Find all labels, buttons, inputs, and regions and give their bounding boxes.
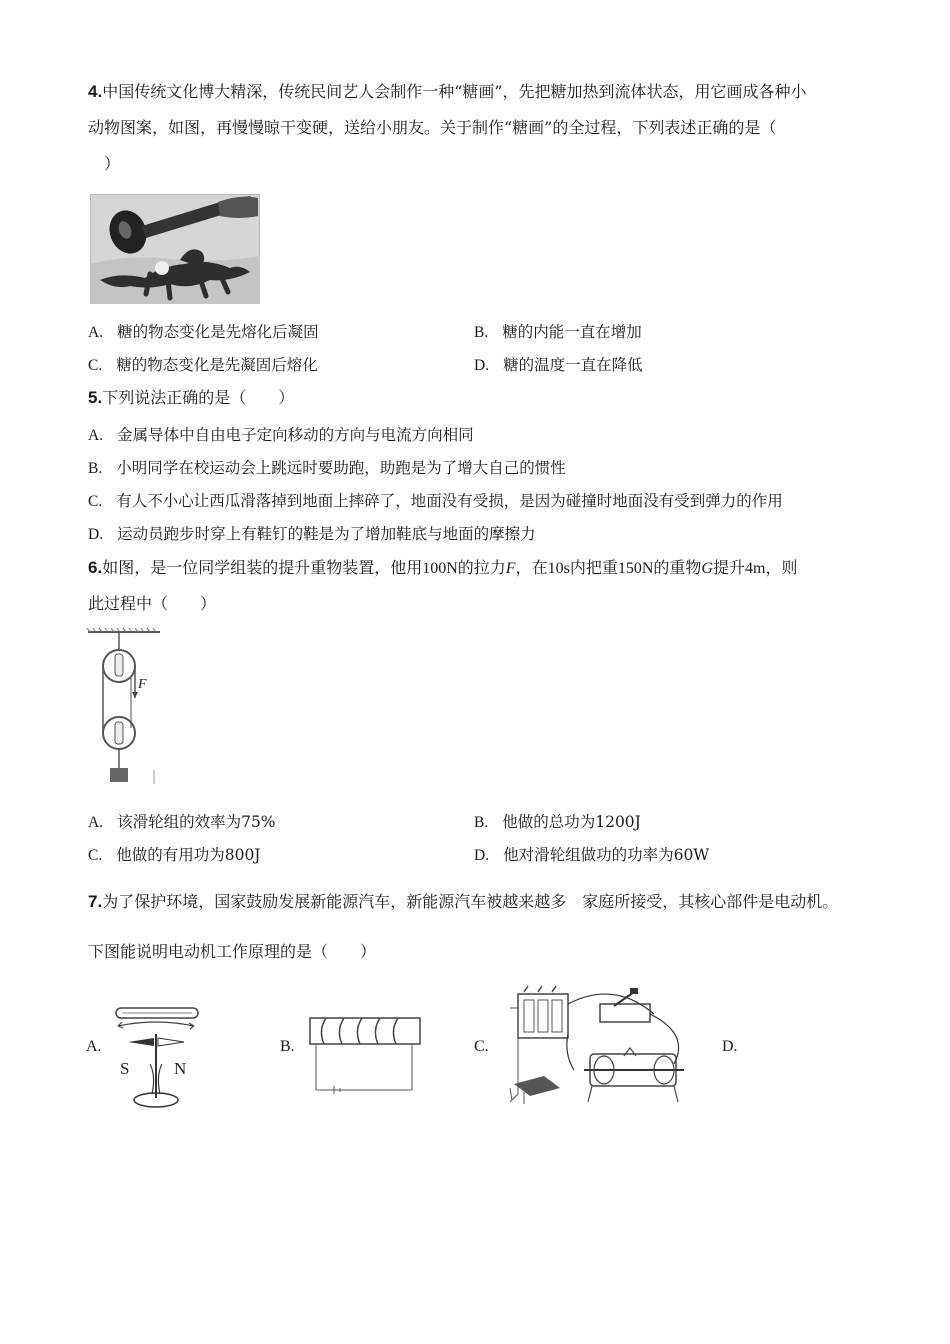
q5-option-a: A. 金属导体中自由电子定向移动的方向与电流方向相同 [88, 426, 474, 444]
q4-line1 [88, 82, 807, 102]
q7-line1: 7.为了保护环境，国家鼓励发展新能源汽车，新能源汽车被越来越多 家庭所接受，其核心部件是电动机。 [88, 892, 839, 911]
q4-number: 4. [88, 82, 103, 101]
q5-stem: 5.下列说法正确的是（ ） [88, 388, 295, 407]
compass-s-label: S [120, 1059, 130, 1078]
solenoid-figure [304, 1014, 426, 1104]
q5-option-b: B. 小明同学在校运动会上跳远时要助跑，助跑是为了增大自己的惯性 [88, 459, 566, 477]
q5-option-d: D. 运动员跑步时穿上有鞋钉的鞋是为了增加鞋底与地面的摩擦力 [88, 525, 536, 543]
q6-option-b: B. 他做的总功为1200J [474, 813, 641, 831]
q7-label-b: B. [280, 1038, 295, 1055]
q7-number: 7. [88, 892, 103, 911]
q5-option-c: C. 有人不小心让西瓜滑落掉到地面上摔碎了，地面没有受损，是因为碰撞时地面没有受到弹力的作用 [88, 492, 783, 510]
q7-line2: 下图能说明电动机工作原理的是（ ） [88, 942, 377, 961]
q7-label-a: A. [86, 1038, 102, 1055]
q4-option-c: C. 糖的物态变化是先凝固后熔化 [88, 356, 318, 374]
motor-apparatus-figure [504, 984, 694, 1112]
compass-n-label: N [174, 1059, 187, 1078]
q6-number: 6. [88, 558, 103, 577]
compass-wire-figure [108, 1004, 208, 1118]
q6-option-d: D. 他对滑轮组做功的功率为60W [474, 846, 710, 864]
pulley-diagram [86, 628, 166, 792]
q6-line2: 此过程中（ ） [88, 594, 217, 613]
q4-line3: ） [104, 154, 121, 173]
q6-option-a: A. 该滑轮组的效率为75% [88, 813, 276, 831]
pulley-force-label: F [138, 677, 147, 692]
q7-label-c: C. [474, 1038, 489, 1055]
q4-option-b: B. 糖的内能一直在增加 [474, 323, 642, 341]
q5-number: 5. [88, 388, 103, 407]
sugar-painting-photo [90, 194, 260, 308]
q6-option-c: C. 他做的有用功为800J [88, 846, 261, 864]
q4-text-line1: 中国传统文化博大精深，传统民间艺人会制作一种“糖画”，先把糖加热到流体状态，用它画成各种小 [102, 82, 807, 101]
q4-option-a: A. 糖的物态变化是先熔化后凝固 [88, 323, 319, 341]
q4-option-d: D. 糖的温度一直在降低 [474, 356, 643, 374]
q4-line2: 动物图案，如图，再慢慢晾干变硬，送给小朋友。关于制作“糖画”的全过程，下列表述正确的是（ [88, 118, 777, 137]
q6-line1: 6.如图，是一位同学组装的提升重物装置，他用100N的拉力F，在10s内把重150N的重物G提升4m，则 [88, 558, 798, 577]
q7-label-d: D. [722, 1038, 738, 1055]
